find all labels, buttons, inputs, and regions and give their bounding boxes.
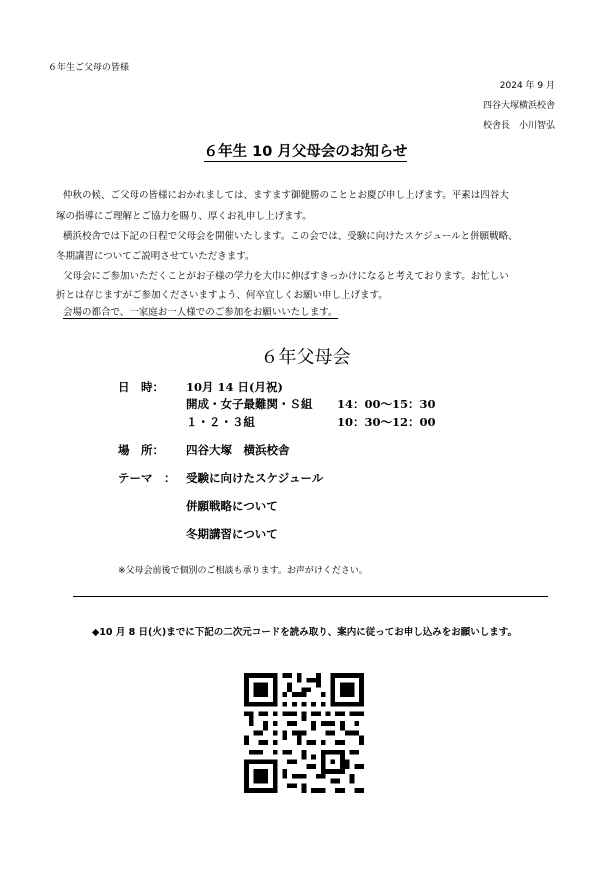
body-line-6: 折とは存じますがご参加くださいますよう、何卒宜しくお願い申し上げます。 (56, 290, 388, 301)
body-line-4: 冬期講習についてご説明させていただきます。 (56, 251, 255, 262)
body-line-3: 横浜校舎では下記の日程で父母会を開催いたします。この会では、受験に向けたスケジュールと併願戦略、 (63, 231, 518, 242)
principal-name: 校舎長 小川智弘 (482, 121, 555, 131)
class2-name: １・２・３組 (186, 415, 255, 429)
body-line-2: 塚の指導にご理解とご協力を賜り、厚くお礼申し上げます。 (56, 211, 312, 222)
document-title (0, 140, 611, 161)
meeting-title: ６年父母会 (260, 347, 351, 368)
document-date: 2024 年 9 月 (499, 81, 555, 91)
class1-name: 開成・女子最難関・Ｓ組 (186, 397, 313, 411)
school-name: 四谷大塚横浜校舎 (482, 101, 555, 111)
date-value: 10月 14 日(月祝) (186, 380, 283, 394)
application-instruction: ◆10 月 8 日(火)までに下記の二次元コードを読み取り、案内に従ってお申し込みをお願いします。 (92, 627, 517, 638)
theme-item-2: 併願戦略について (186, 499, 278, 513)
divider (73, 596, 548, 597)
body-line-1: 仲秋の候、ご父母の皆様におかれましては、ますます御健勝のこととお慶び申し上げます。平素は四谷大 (63, 190, 509, 201)
consultation-note: ※父母会前後で個別のご相談も承ります。お声がけください。 (118, 566, 368, 576)
theme-item-1: 受験に向けたスケジュール (186, 471, 324, 485)
class1-time: 14：00～15：30 (337, 397, 436, 411)
place-label: 場 所： (118, 443, 164, 457)
theme-label: テーマ ： (118, 471, 176, 485)
addressee: ６年生ご父母の皆様 (48, 63, 130, 73)
theme-item-3: 冬期講習について (186, 527, 278, 541)
datetime-label: 日 時： (118, 380, 164, 394)
qr-code-icon[interactable] (244, 673, 364, 793)
body-line-7: 会場の都合で、一家庭お一人様でのご参加をお願いいたします。 (63, 304, 338, 319)
document-title-text: ６年生 10 月父母会のお知らせ (203, 144, 408, 160)
body-line-5: 父母会にご参加いただくことがお子様の学力を大巾に伸ばすきっかけになると考えております。お忙しい (63, 271, 509, 282)
place-value: 四谷大塚 横浜校舎 (186, 443, 290, 457)
class2-time: 10：30～12：00 (337, 415, 436, 429)
